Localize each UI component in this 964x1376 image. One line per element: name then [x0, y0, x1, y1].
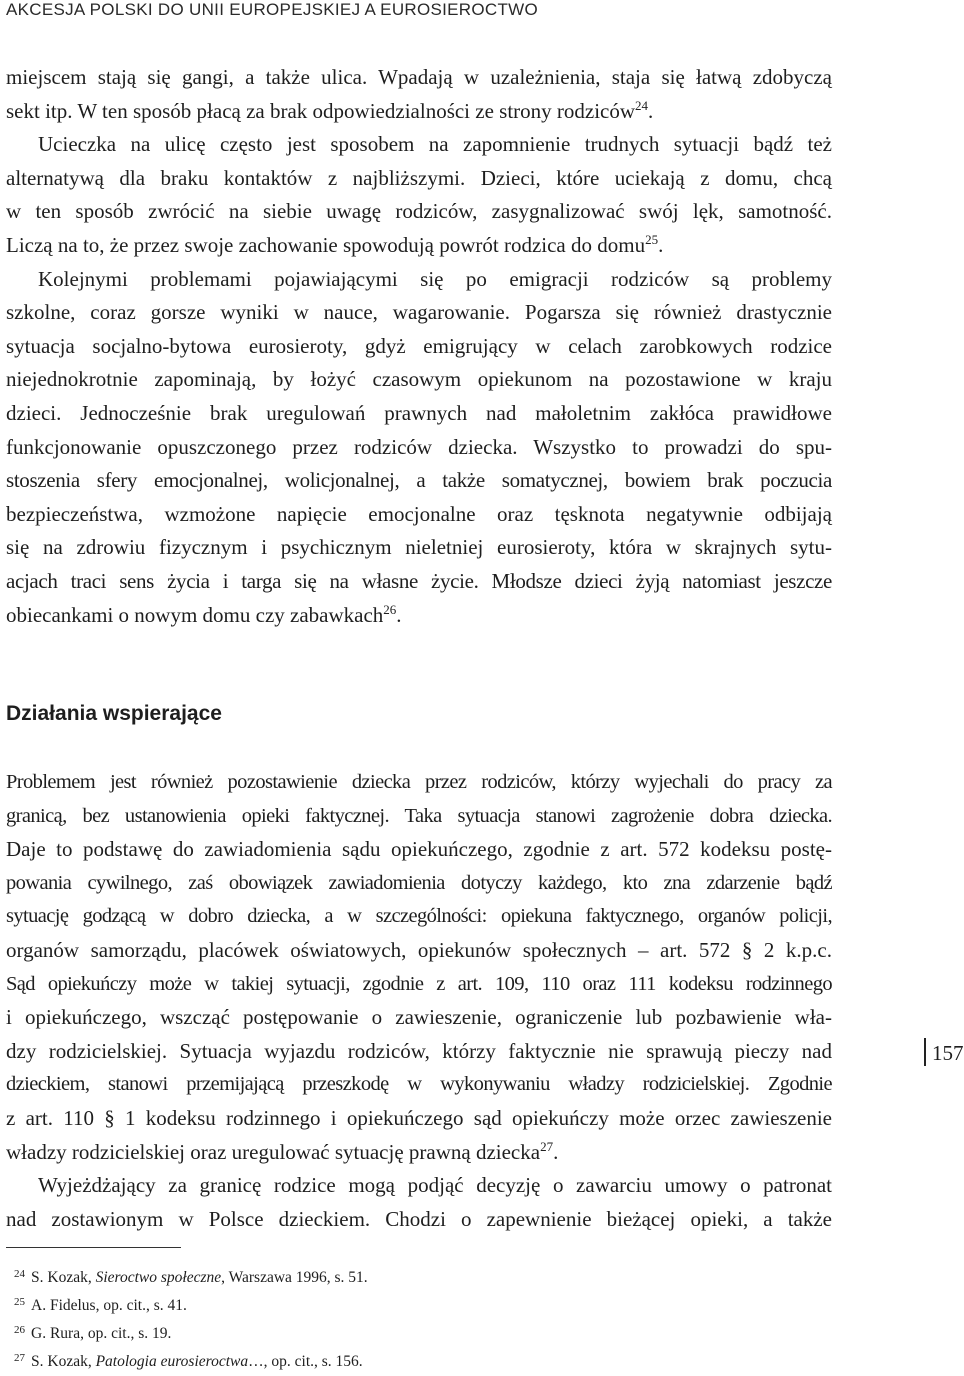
- text-line: sekt itp. W ten sposób płacą za brak odpowiedzialności ze strony rodziców$^{24}$.: [6, 97, 654, 123]
- text-line: dzieckiem, stanowi przemijającą przeszkodę w wykonywaniu władzy rodzicielskiej. Zgodnie: [6, 1073, 832, 1096]
- text-line: Problemem jest również pozostawienie dziecka przez rodziców, którzy wyjechali do pracy za: [6, 771, 832, 793]
- text-line: powania cywilnego, zaś obowiązek zawiadomienia dotyczy każdego, kto zna zdarzenie bądź: [6, 871, 832, 894]
- text-line: szkolne, coraz gorsze wyniki w nauce, wagarowanie. Pogarsza się również drastycznie: [6, 300, 832, 325]
- body-section-1: [6, 61, 832, 632]
- text-line: Liczą na to, że przez swoje zachowanie spowodują powrót rodzica do domu$^{25}$.: [6, 231, 664, 257]
- text-line: się na zdrowiu fizycznym i psychicznym nieletniej eurosieroty, która w skrajnych sytu-: [6, 535, 832, 560]
- text-line: Ucieczka na ulicę często jest sposobem na zapomnienie trudnych sytuacji bądź też: [38, 132, 832, 157]
- text-line: stoszenia sfery emocjonalnej, wolicjonalnej, a także somatycznej, bowiem brak poczucia: [6, 468, 832, 493]
- text-line: sytuację godzącą w dobro dziecka, a w szczególności: opiekuna faktycznego, organów policji,: [6, 905, 832, 928]
- section-heading: Działania wspierające: [6, 702, 222, 725]
- text-line: alternatywą dla braku kontaktów z najbliższymi. Dzieci, które uciekają z domu, chcą: [6, 165, 832, 190]
- footnotes: [14, 1260, 368, 1372]
- text-line: w ten sposób zwrócić na siebie uwagę rodziców, zasygnalizować swój lęk, samotność.: [6, 199, 832, 224]
- text-line: granicą, bez ustanowienia opieki faktycznej. Taka sytuacja stanowi zagrożenie dobra dziecka.: [6, 804, 832, 827]
- footnote-number: 26: [14, 1324, 25, 1336]
- text-line: bezpieczeństwa, wzmożone napięcie emocjonalne oraz tęsknota negatywnie odbijają: [6, 501, 832, 526]
- running-header: AKCESJA POLSKI DO UNII EUROPEJSKIEJ A EUROSIEROCTWO: [6, 0, 539, 19]
- text-line: miejscem stają się gangi, a także ulica. Wpadają w uzależnienia, staja się łatwą zdobyczą: [6, 65, 832, 89]
- text-line: z art. 110 § 1 kodeksu rodzinnego i opiekuńczego sąd opiekuńczy może orzec zawieszenie: [6, 1105, 832, 1130]
- footnote: $^{24}$ S. Kozak, Sieroctwo społeczne, Warszawa 1996, s. 51.: [14, 1268, 368, 1286]
- footnote: $^{26}$ G. Rura, op. cit., s. 19.: [14, 1324, 172, 1342]
- footnote: $^{27}$ S. Kozak, Patologia eurosieroctwa…, op. cit., s. 156.: [14, 1352, 363, 1370]
- text-line: organów samorządu, placówek oświatowych, opiekunów społecznych – art. 572 § 2 k.p.c.: [6, 937, 832, 962]
- text-line: nad zostawionym w Polsce dzieckiem. Chodzi o zapewnienie bieżącej opieki, a także: [6, 1206, 832, 1231]
- text-line: niejednokrotnie zapominają, by łożyć czasowym opiekunom na pozostawione w kraju: [6, 367, 832, 392]
- body-section-2: [6, 766, 832, 1236]
- footnote-separator: [6, 1247, 181, 1248]
- text-line: acjach traci sens życia i targa się na własne życie. Młodsze dzieci żyją natomiast jeszcze: [6, 568, 832, 593]
- footnote-number: 25: [14, 1296, 25, 1308]
- text-line: Sąd opiekuńczy może w takiej sytuacji, zgodnie z art. 109, 110 oraz 111 kodeksu rodzinnego: [6, 972, 832, 995]
- text-line: dzieci. Jednocześnie brak uregulowań prawnych nad małoletnim zakłóca prawidłowe: [6, 400, 832, 425]
- text-line: Wyjeżdżający za granicę rodzice mogą podjąć decyzję o zawarciu umowy o patronat: [38, 1173, 832, 1198]
- text-line: i opiekuńczego, wszcząć postępowanie o zawieszenie, ograniczenie lub pozbawienie wła-: [6, 1005, 832, 1030]
- text-line: sytuacja socjalno-bytowa eurosieroty, gdyż emigrujący w celach zarobkowych rodzice: [6, 333, 832, 358]
- footnote-ref[interactable]: 26: [383, 601, 397, 617]
- footnote-ref[interactable]: 25: [645, 231, 659, 247]
- footnote: $^{25}$ A. Fidelus, op. cit., s. 41.: [14, 1296, 187, 1314]
- footnote-number: 24: [14, 1268, 25, 1280]
- text-line: władzy rodzicielskiej oraz uregulować sytuację prawną dziecka$^{27}$.: [6, 1138, 559, 1164]
- text-line: obiecankami o nowym domu czy zabawkach$^{26}$.: [6, 601, 402, 627]
- footnote-ref[interactable]: 24: [635, 97, 649, 113]
- text-line: dzy rodzicielskiej. Sytuacja wyjazdu rodziców, którzy faktycznie nie sprawują pieczy nad: [6, 1038, 832, 1063]
- text-line: Daje to podstawę do zawiadomienia sądu opiekuńczego, zgodnie z art. 572 kodeksu postę-: [6, 837, 832, 862]
- text-line: funkcjonowanie opuszczonego przez rodziców dziecka. Wszystko to prowadzi do spu-: [6, 434, 832, 459]
- footnote-number: 27: [14, 1352, 25, 1364]
- page-number-rule: [924, 1038, 926, 1066]
- footnote-ref[interactable]: 27: [540, 1138, 554, 1154]
- page-number: 157: [932, 1041, 964, 1065]
- text-line: Kolejnymi problemami pojawiającymi się po emigracji rodziców są problemy: [38, 266, 832, 291]
